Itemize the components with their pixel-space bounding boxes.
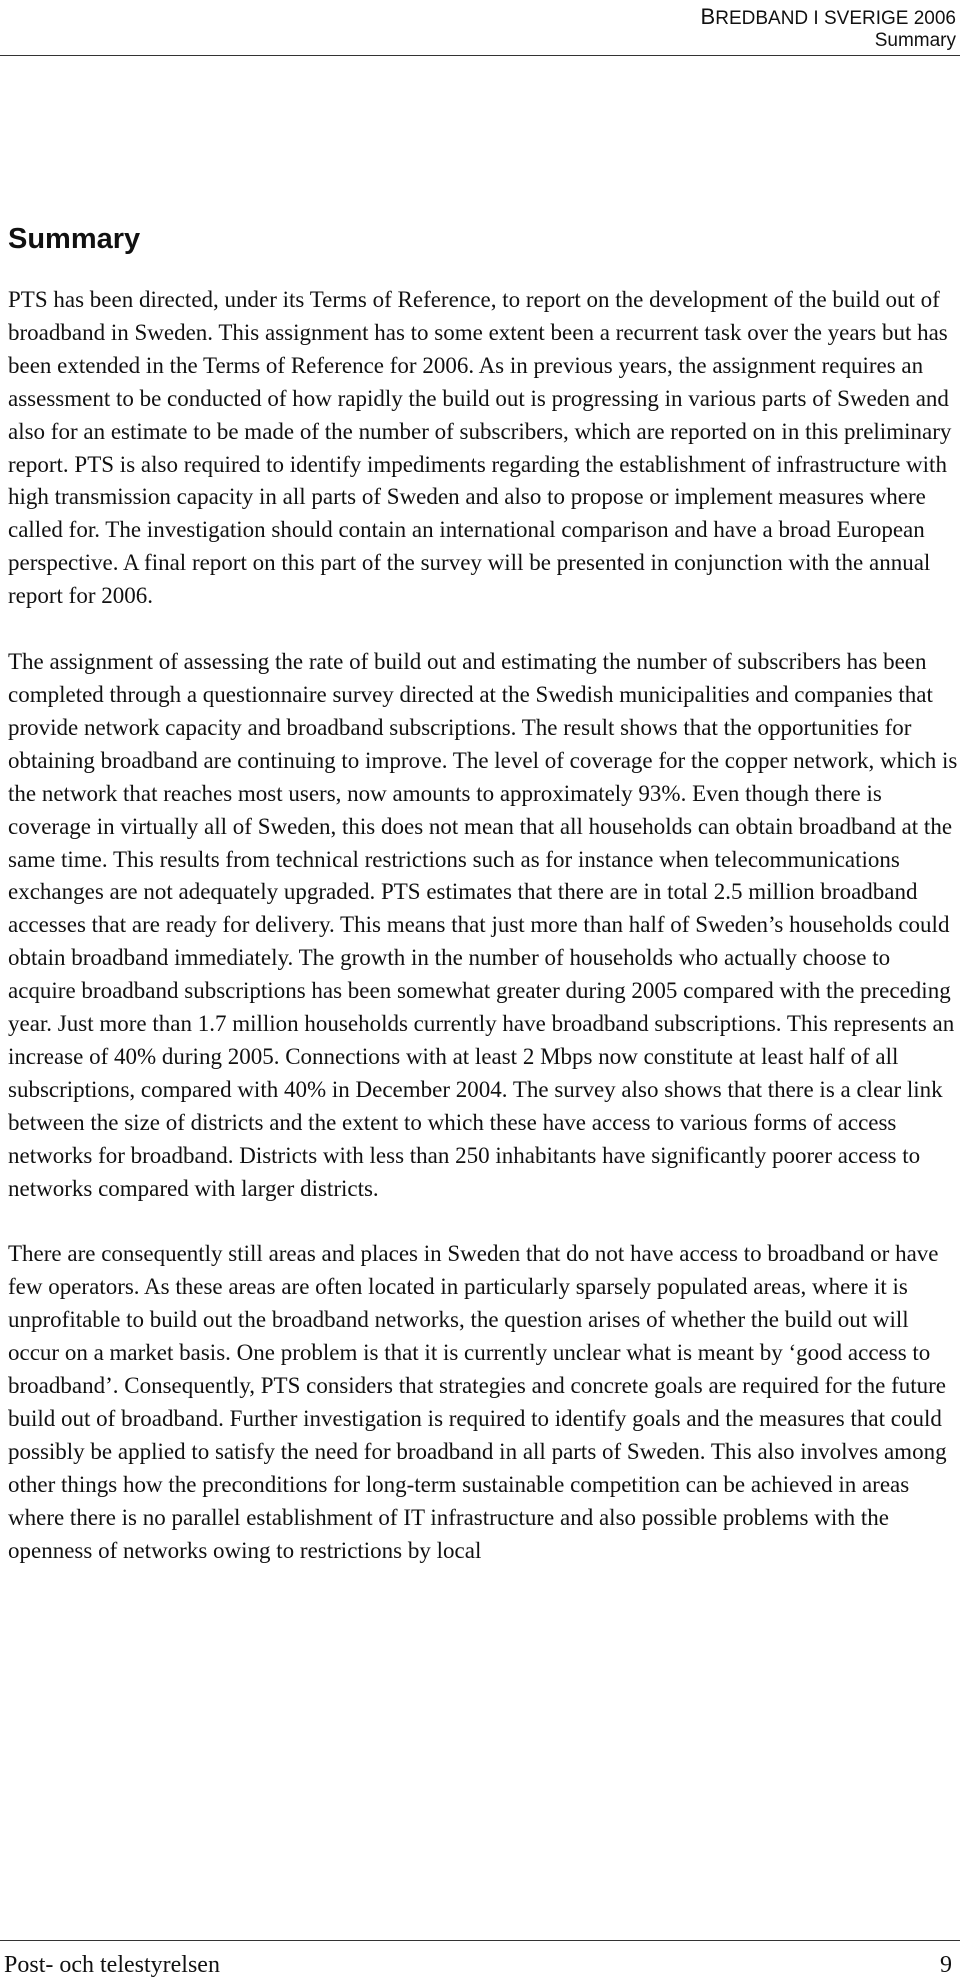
page-number: 9 (940, 1952, 952, 1978)
running-title (701, 6, 956, 30)
header-divider (0, 55, 960, 56)
running-title-initial: B (700, 4, 716, 29)
footer-divider (0, 1940, 960, 1941)
summary-body (8, 284, 958, 1601)
paragraph-1: PTS has been directed, under its Terms of Reference, to report on the development of the build out of broadband in Sweden. This assignment has to some extent been a recurrent task over the years but has been extended in the Terms of Reference for 2006. As in previous years, the assignment requires an assessment to be conducted of how rapidly the build out is progressing in various parts of Sweden and also for an estimate to be made of the number of subscribers, which are reported on in this preliminary report. PTS is also required to identify impediments regarding the establishment of infrastructure with high transmission capacity in all parts of Sweden and also to propose or implement measures where called for. The investigation should contain an international comparison and have a broad European perspective. A final report on this part of the survey will be presented in conjunction with the annual report for 2006. (8, 287, 952, 609)
footer-publisher: Post- och telestyrelsen (4, 1952, 220, 1978)
section-heading: Summary (8, 223, 141, 255)
running-section: Summary (874, 30, 956, 51)
page-header (0, 0, 960, 58)
paragraph-2: The assignment of assessing the rate of build out and estimating the number of subscribers has been completed through a questionnaire survey directed at the Swedish municipalities and companies that provide network capacity and broadband subscriptions. The result shows that the opportunities for obtaining broadband are continuing to improve. The level of coverage for the copper network, which is the network that reaches most users, now amounts to approximately 93%. Even though there is coverage in virtually all of Sweden, this does not mean that all households can obtain broadband at the same time. This results from technical restrictions such as for instance when telecommunications exchanges are not adequately upgraded. PTS estimates that there are in total 2.5 million broadband accesses that are ready for delivery. This means that just more than half of Sweden’s households could obtain broadband immediately. The growth in the number of households who actually choose to acquire broadband subscriptions has been somewhat greater during 2005 compared with the preceding year. Just more than 1.7 million households currently have broadband subscriptions. This represents an increase of 40% during 2005. Connections with at least 2 Mbps now constitute at least half of all subscriptions, compared with 40% in December 2004. The survey also shows that there is a clear link between the size of districts and the extent to which these have access to various forms of access networks for broadband. Districts with less than 250 inhabitants have significantly poorer access to networks compared with larger districts. (8, 649, 958, 1201)
running-title-rest: REDBAND I SVERIGE 2006 (715, 8, 956, 29)
paragraph-3: There are consequently still areas and places in Sweden that do not have access to broadband or have few operators. As these areas are often located in particularly sparsely populated areas, where it is unprofitable to build out the broadband networks, the question arises of whether the build out will occur on a market basis. One problem is that it is currently unclear what is meant by ‘good access to broadband’. Consequently, PTS considers that strategies and concrete goals are required for the future build out of broadband. Further investigation is required to identify goals and the measures that could possibly be applied to satisfy the need for broadband in all parts of Sweden. This also involves among other things how the preconditions for long-term sustainable competition can be achieved in areas where there is no parallel establishment of IT infrastructure and also possible problems with the openness of networks owing to restrictions by local (8, 1241, 947, 1563)
